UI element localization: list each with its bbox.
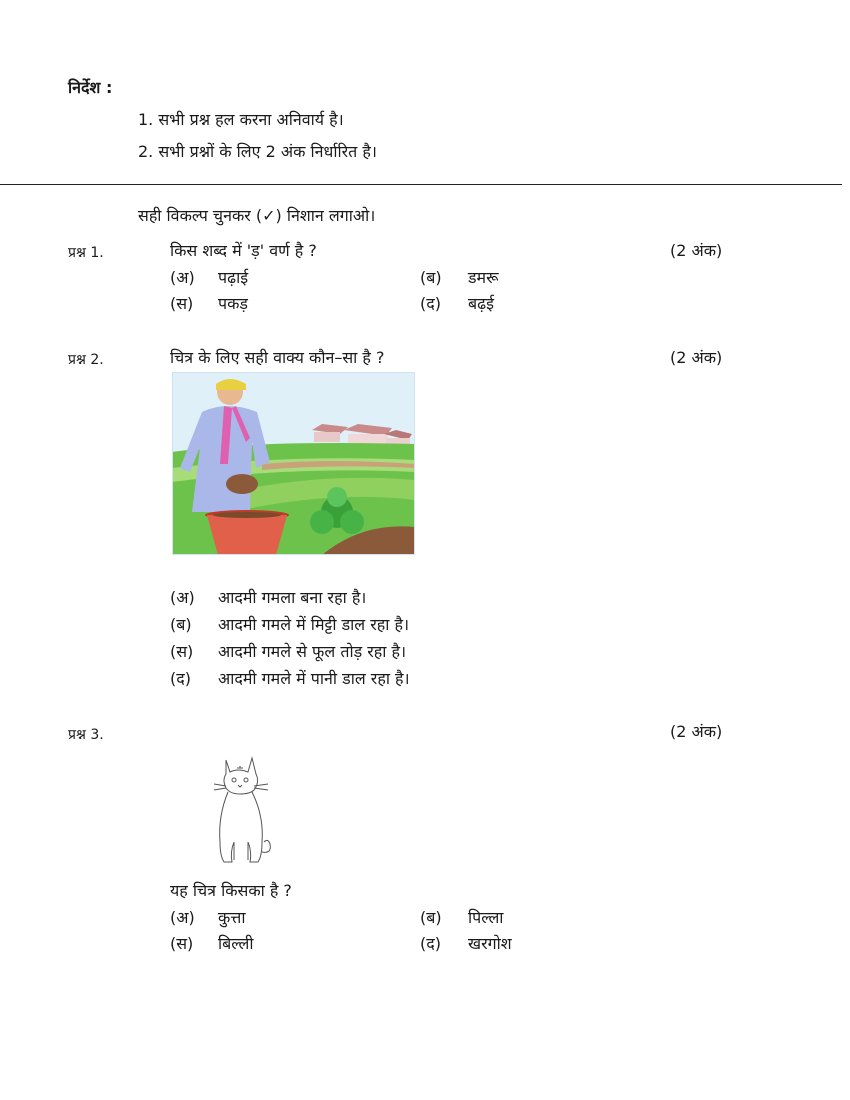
q2-option-d-text[interactable]: आदमी गमले में पानी डाल रहा है। [218, 669, 410, 688]
q1-option-b-text[interactable]: डमरू [468, 268, 499, 287]
man-filling-pot-illustration [172, 372, 415, 555]
q2-option-d-letter[interactable]: (द) [170, 669, 191, 688]
cat-illustration [212, 756, 274, 866]
q3-option-b-text[interactable]: पिल्ला [468, 908, 504, 927]
q2-option-b-text[interactable]: आदमी गमले में मिट्टी डाल रहा है। [218, 615, 410, 634]
q1-option-c-text[interactable]: पकड़ [218, 294, 248, 313]
q1-option-a-letter[interactable]: (अ) [170, 268, 195, 287]
q3-option-c-text[interactable]: बिल्ली [218, 934, 254, 953]
q3-option-a-text[interactable]: कुत्ता [218, 908, 246, 927]
instruction-item-2: 2. सभी प्रश्नों के लिए 2 अंक निर्धारित है। [138, 142, 377, 161]
question-3-text: यह चित्र किसका है ? [170, 881, 292, 900]
q2-option-a-text[interactable]: आदमी गमला बना रहा है। [218, 588, 367, 607]
q1-option-a-text[interactable]: पढ़ाई [218, 268, 249, 287]
question-2-marks: (2 अंक) [670, 348, 723, 367]
flower-pot-icon [205, 510, 289, 555]
q3-option-d-letter[interactable]: (द) [420, 934, 441, 953]
q3-option-b-letter[interactable]: (ब) [420, 908, 442, 927]
q1-option-d-letter[interactable]: (द) [420, 294, 441, 313]
instruction-item-1: 1. सभी प्रश्न हल करना अनिवार्य है। [138, 110, 344, 129]
question-2-number: प्रश्न 2. [68, 352, 104, 368]
question-1-number: प्रश्न 1. [68, 245, 104, 261]
q3-option-c-letter[interactable]: (स) [170, 934, 194, 953]
question-1-marks: (2 अंक) [670, 241, 723, 260]
question-3-number: प्रश्न 3. [68, 727, 104, 743]
question-1-text: किस शब्द में 'ड़' वर्ण है ? [170, 241, 317, 260]
q1-option-d-text[interactable]: बढ़ई [468, 294, 495, 313]
section-divider [0, 184, 842, 185]
question-3-marks: (2 अंक) [670, 722, 723, 741]
q1-option-b-letter[interactable]: (ब) [420, 268, 442, 287]
q2-option-b-letter[interactable]: (ब) [170, 615, 192, 634]
instructions-heading: निर्देश : [68, 78, 113, 97]
section-prompt: सही विकल्प चुनकर (✓) निशान लगाओ। [138, 206, 376, 225]
q3-option-d-text[interactable]: खरगोश [468, 934, 512, 953]
q2-option-c-letter[interactable]: (स) [170, 642, 194, 661]
q2-option-c-text[interactable]: आदमी गमले से फूल तोड़ रहा है। [218, 642, 407, 661]
question-2-text: चित्र के लिए सही वाक्य कौन–सा है ? [170, 348, 385, 367]
q2-option-a-letter[interactable]: (अ) [170, 588, 195, 607]
q1-option-c-letter[interactable]: (स) [170, 294, 194, 313]
q3-option-a-letter[interactable]: (अ) [170, 908, 195, 927]
